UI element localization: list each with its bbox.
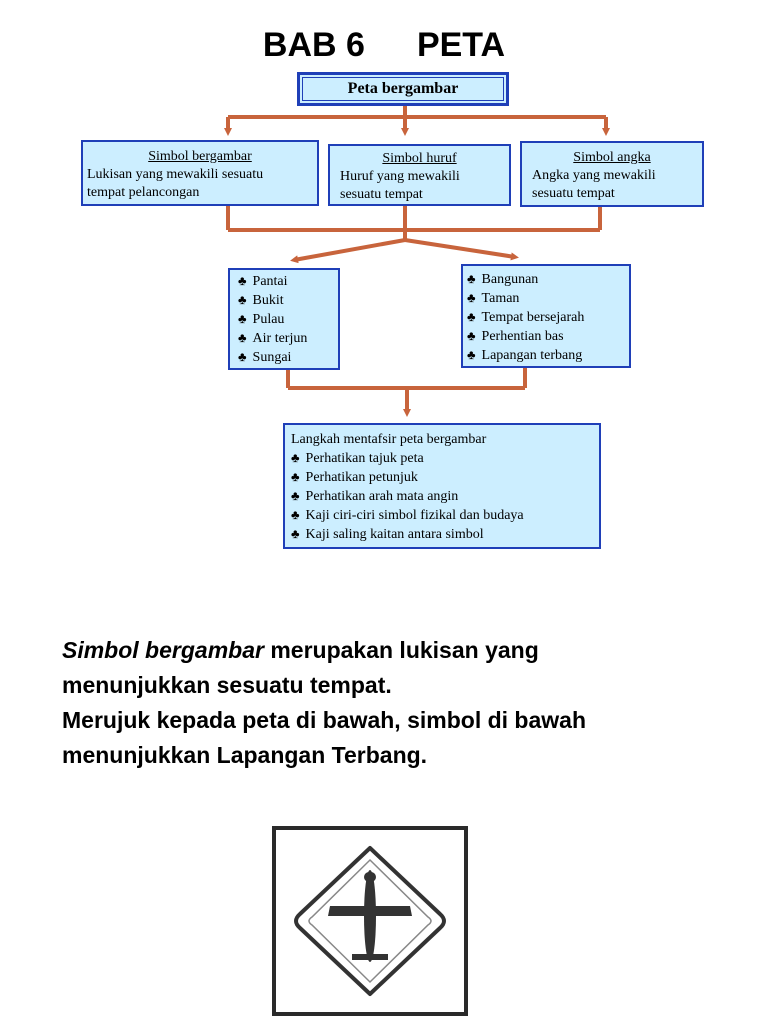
- paragraph-line-rest: merupakan lukisan yang: [263, 637, 539, 663]
- list-item: ♣ Perhatikan petunjuk: [291, 468, 593, 487]
- built-features-box: [461, 264, 631, 368]
- category-line: Huruf yang mewakili: [340, 169, 460, 184]
- list-item: ♣ Bukit: [238, 291, 332, 310]
- list-item: ♣ Perhatikan arah mata angin: [291, 487, 593, 506]
- list-item: ♣ Bangunan: [467, 270, 623, 289]
- paragraph-line: [62, 633, 742, 668]
- list-item: ♣ Kaji ciri-ciri simbol fizikal dan budaya: [291, 506, 593, 525]
- natural-features-box: [228, 268, 340, 370]
- chapter-label: BAB 6: [262, 26, 365, 64]
- category-heading: Simbol huruf: [382, 151, 457, 166]
- airport-symbol-icon: [272, 826, 468, 1016]
- list-item: ♣ Perhentian bas: [467, 327, 623, 346]
- category-line: Angka yang mewakili: [532, 168, 656, 183]
- list-item: ♣ Taman: [467, 289, 623, 308]
- list-item: ♣ Sungai: [238, 348, 332, 367]
- paragraph-line: Merujuk kepada peta di bawah, simbol di bawah: [62, 707, 587, 733]
- list-item: ♣ Tempat bersejarah: [467, 308, 623, 327]
- topic-label: PETA: [416, 26, 506, 64]
- category-line: Lukisan yang mewakili sesuatu: [87, 167, 264, 182]
- description-paragraph: [62, 633, 742, 773]
- category-heading: Simbol bergambar: [148, 149, 252, 164]
- category-box-letter: [328, 144, 511, 206]
- list-item: ♣ Pulau: [238, 310, 332, 329]
- root-node-label: Peta bergambar: [347, 80, 459, 97]
- list-item: ♣ Perhatikan tajuk peta: [291, 449, 593, 468]
- list-item: ♣ Kaji saling kaitan antara simbol: [291, 525, 593, 544]
- category-line: tempat pelancongan: [87, 185, 200, 200]
- paragraph-line: menunjukkan Lapangan Terbang.: [62, 742, 428, 768]
- category-box-picture: [81, 140, 319, 206]
- category-heading: Simbol angka: [573, 150, 651, 165]
- steps-heading: Langkah mentafsir peta bergambar: [291, 432, 487, 447]
- category-line: sesuatu tempat: [532, 186, 615, 201]
- list-item: ♣ Pantai: [238, 272, 332, 291]
- list-item: ♣ Air terjun: [238, 329, 332, 348]
- root-node-box: [297, 72, 509, 106]
- list-item: ♣ Lapangan terbang: [467, 346, 623, 365]
- term-emphasis: Simbol bergambar: [62, 637, 264, 663]
- category-box-number: [520, 141, 704, 207]
- paragraph-line: menunjukkan sesuatu tempat.: [62, 672, 392, 698]
- category-line: sesuatu tempat: [340, 187, 423, 202]
- steps-box: [283, 423, 601, 549]
